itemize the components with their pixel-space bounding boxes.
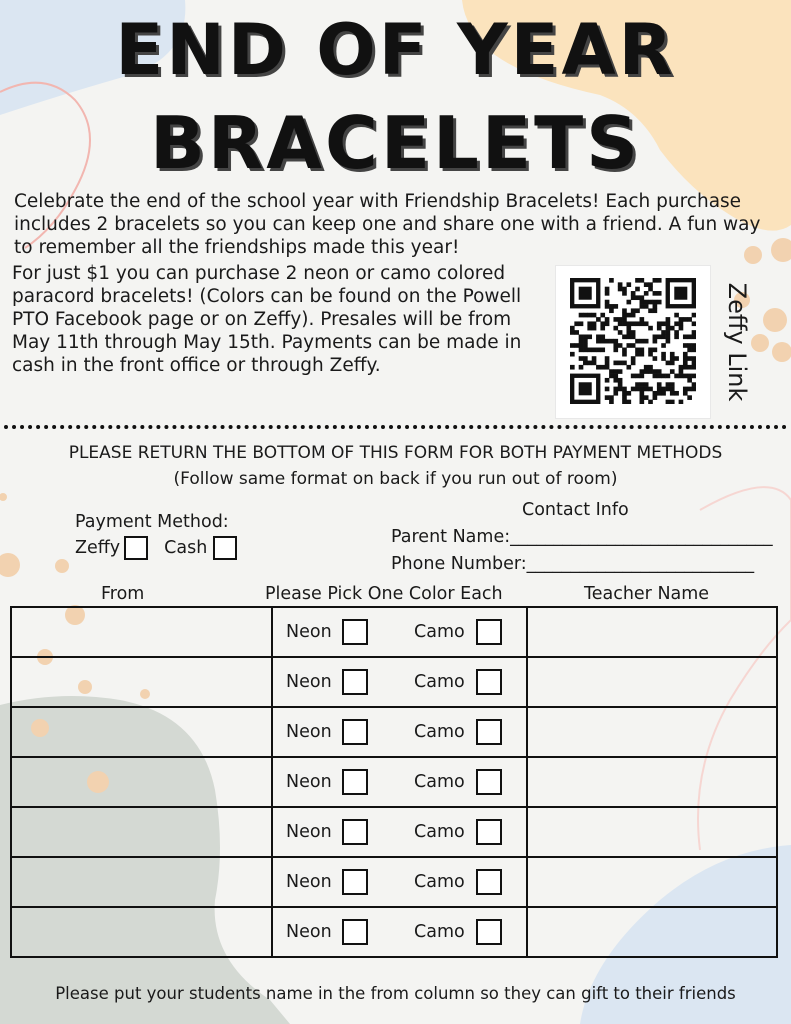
phone-number-field[interactable]: Phone Number:__________________________ xyxy=(391,554,755,574)
return-note: PLEASE RETURN THE BOTTOM OF THIS FORM FOR BOTH PAYMENT METHODS xyxy=(68,443,723,463)
from-cell[interactable] xyxy=(11,707,272,757)
camo-label: Camo xyxy=(414,672,465,692)
color-cell xyxy=(272,757,527,807)
camo-checkbox[interactable] xyxy=(476,869,502,895)
neon-label: Neon xyxy=(286,822,332,842)
teacher-cell[interactable] xyxy=(527,657,777,707)
camo-label: Camo xyxy=(414,772,465,792)
camo-checkbox[interactable] xyxy=(476,769,502,795)
neon-label: Neon xyxy=(286,672,332,692)
from-cell[interactable] xyxy=(11,857,272,907)
teacher-cell[interactable] xyxy=(527,857,777,907)
from-cell[interactable] xyxy=(11,807,272,857)
intro-paragraph: Celebrate the end of the school year with Friendship Bracelets! Each purchase includes 2 bracelets so you can keep one and share one with a friend. A fun way to remember all the friendships made this year! xyxy=(14,191,761,258)
return-subnote: (Follow same format on back if you run out of room) xyxy=(173,469,618,489)
details-paragraph: For just $1 you can purchase 2 neon or camo colored paracord bracelets! (Colors can be found on the Powell PTO Facebook page or on Zeffy). Presales will be from May 11th through May 15th. Payments can be made in cash in the front office or through Zeffy. xyxy=(12,263,522,376)
neon-checkbox[interactable] xyxy=(342,619,368,645)
table-row xyxy=(11,807,777,857)
camo-checkbox[interactable] xyxy=(476,719,502,745)
from-cell[interactable] xyxy=(11,607,272,657)
color-cell xyxy=(272,707,527,757)
payment-method-label: Payment Method: xyxy=(75,512,229,532)
neon-checkbox[interactable] xyxy=(342,669,368,695)
color-cell xyxy=(272,607,527,657)
camo-checkbox[interactable] xyxy=(476,919,502,945)
table-row xyxy=(11,657,777,707)
payment-method-options xyxy=(75,536,237,560)
neon-checkbox[interactable] xyxy=(342,919,368,945)
teacher-cell[interactable] xyxy=(527,707,777,757)
teacher-cell[interactable] xyxy=(527,757,777,807)
color-cell xyxy=(272,807,527,857)
from-cell[interactable] xyxy=(11,757,272,807)
zeffy-checkbox[interactable] xyxy=(124,536,148,560)
color-cell xyxy=(272,907,527,957)
contact-info-title: Contact Info xyxy=(522,500,629,520)
page-title-line2: BRACELETS xyxy=(149,101,642,185)
color-cell xyxy=(272,857,527,907)
neon-checkbox[interactable] xyxy=(342,769,368,795)
order-table xyxy=(10,606,778,958)
from-cell[interactable] xyxy=(11,907,272,957)
table-row xyxy=(11,757,777,807)
teacher-cell[interactable] xyxy=(527,907,777,957)
neon-checkbox[interactable] xyxy=(342,719,368,745)
qr-label xyxy=(712,262,762,422)
camo-checkbox[interactable] xyxy=(476,619,502,645)
from-cell[interactable] xyxy=(11,657,272,707)
neon-checkbox[interactable] xyxy=(342,869,368,895)
camo-label: Camo xyxy=(414,822,465,842)
neon-label: Neon xyxy=(286,772,332,792)
payment-option-zeffy-label: Zeffy xyxy=(75,538,121,558)
column-header-teacher: Teacher Name xyxy=(584,584,710,604)
footer-note: Please put your students name in the from column so they can gift to their friends xyxy=(55,984,736,1003)
page-title-line1: END OF YEAR xyxy=(115,9,676,91)
neon-label: Neon xyxy=(286,922,332,942)
qr-label-text: Zeffy Link xyxy=(723,282,751,402)
neon-label: Neon xyxy=(286,722,332,742)
qr-code[interactable] xyxy=(556,266,710,418)
color-cell xyxy=(272,657,527,707)
camo-label: Camo xyxy=(414,872,465,892)
camo-label: Camo xyxy=(414,722,465,742)
neon-label: Neon xyxy=(286,622,332,642)
cut-line xyxy=(4,425,787,429)
table-row xyxy=(11,857,777,907)
neon-label: Neon xyxy=(286,872,332,892)
qr-code-pattern xyxy=(570,278,696,404)
camo-checkbox[interactable] xyxy=(476,819,502,845)
return-instructions xyxy=(0,441,791,489)
teacher-cell[interactable] xyxy=(527,807,777,857)
payment-option-cash-label: Cash xyxy=(164,538,208,558)
column-header-color: Please Pick One Color Each xyxy=(265,584,503,604)
neon-checkbox[interactable] xyxy=(342,819,368,845)
parent-name-field[interactable]: Parent Name:______________________________ xyxy=(391,527,773,547)
table-row xyxy=(11,907,777,957)
cash-checkbox[interactable] xyxy=(213,536,237,560)
teacher-cell[interactable] xyxy=(527,607,777,657)
table-row xyxy=(11,607,777,657)
camo-checkbox[interactable] xyxy=(476,669,502,695)
camo-label: Camo xyxy=(414,922,465,942)
table-row xyxy=(11,707,777,757)
column-header-from: From xyxy=(101,584,145,604)
camo-label: Camo xyxy=(414,622,465,642)
